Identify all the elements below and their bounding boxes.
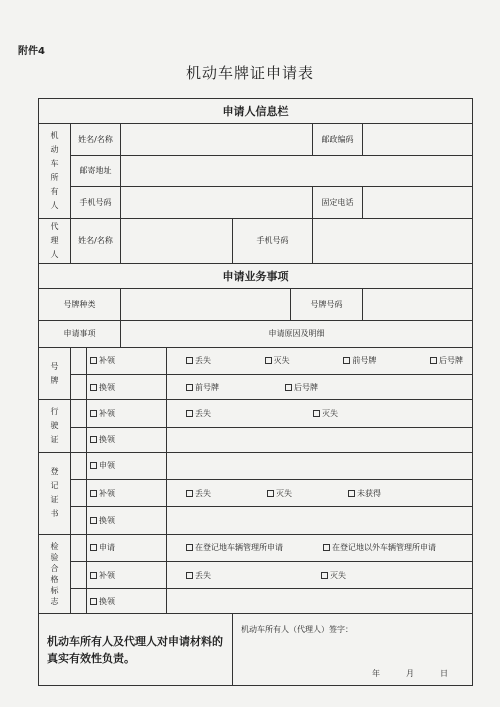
checkbox-icon[interactable] (90, 357, 97, 364)
matter-label: 申请事项 (39, 320, 121, 347)
date-line (372, 668, 448, 679)
landline-label: 固定电话 (313, 187, 363, 219)
plate-front-option[interactable]: 前号牌 (343, 355, 376, 366)
owner-name-label: 姓名/名称 (71, 124, 121, 156)
cert-apply-blank (167, 452, 473, 479)
address-field[interactable] (121, 155, 473, 187)
plate-number-label: 号牌号码 (291, 289, 363, 321)
inspection-replace-option[interactable]: 换领 (87, 589, 167, 614)
checkbox-icon[interactable] (90, 598, 97, 605)
plate-replace-options (167, 375, 473, 400)
plate-replace-checkbox[interactable] (71, 375, 87, 400)
postcode-label: 邮政编码 (313, 124, 363, 156)
agent-mobile-label: 手机号码 (233, 218, 313, 263)
checkbox-icon[interactable] (348, 490, 355, 497)
plate-section-label: 号 牌 (39, 347, 71, 399)
checkbox-icon[interactable] (267, 490, 274, 497)
inspection-reissue-checkbox[interactable] (71, 561, 87, 588)
plate-number-field[interactable] (363, 289, 473, 321)
business-items-heading: 申请业务事项 (39, 263, 473, 288)
checkbox-icon[interactable] (186, 384, 193, 391)
agent-name-label: 姓名/名称 (71, 218, 121, 263)
plate-replace-front-option[interactable]: 前号牌 (186, 382, 219, 393)
plate-lost-option[interactable]: 丢失 (186, 355, 211, 366)
license-replace-blank (167, 427, 473, 452)
plate-type-label: 号牌种类 (39, 289, 121, 321)
form-table (38, 98, 473, 686)
plate-reissue-option[interactable]: 补领 (87, 347, 167, 374)
checkbox-icon[interactable] (90, 410, 97, 417)
inspection-replace-checkbox[interactable] (71, 589, 87, 614)
page-title: 机动车牌证申请表 (185, 64, 314, 82)
cert-apply-option[interactable]: 申领 (87, 452, 167, 479)
inspection-reissue-option[interactable]: 补领 (87, 561, 167, 588)
owner-name-field[interactable] (121, 124, 313, 156)
agent-name-field[interactable] (121, 218, 233, 263)
license-reissue-option[interactable]: 补领 (87, 400, 167, 427)
signature-area[interactable] (233, 614, 473, 686)
cert-replace-blank (167, 507, 473, 534)
declaration-text: 机动车所有人及代理人对申请材料的真实有效性负责。 (39, 614, 233, 686)
license-reissue-options (167, 400, 473, 427)
owner-mobile-field[interactable] (121, 187, 313, 219)
license-replace-checkbox[interactable] (71, 427, 87, 452)
inspection-replace-blank (167, 589, 473, 614)
agent-mobile-field[interactable] (313, 218, 473, 263)
owner-label: 机 动 车 所 有 人 (39, 124, 71, 219)
inspection-reissue-options (167, 561, 473, 588)
cert-section-label: 登 记 证 书 (39, 452, 71, 534)
checkbox-icon[interactable] (186, 357, 193, 364)
checkbox-icon[interactable] (323, 544, 330, 551)
checkbox-icon[interactable] (90, 436, 97, 443)
plate-replace-rear-option[interactable]: 后号牌 (285, 382, 318, 393)
license-destroyed-option[interactable]: 灭失 (313, 408, 338, 419)
checkbox-icon[interactable] (430, 357, 437, 364)
checkbox-icon[interactable] (313, 410, 320, 417)
inspection-local-option[interactable]: 在登记地车辆管理所申请 (186, 542, 283, 553)
checkbox-icon[interactable] (186, 544, 193, 551)
checkbox-icon[interactable] (90, 572, 97, 579)
address-label: 邮寄地址 (71, 155, 121, 187)
checkbox-icon[interactable] (90, 544, 97, 551)
checkbox-icon[interactable] (343, 357, 350, 364)
inspection-apply-options (167, 534, 473, 561)
year-label: 年 (372, 669, 381, 678)
plate-type-field[interactable] (121, 289, 291, 321)
cert-lost-option[interactable]: 丢失 (186, 488, 211, 499)
inspection-section-label: 检 验 合 格 标 志 (39, 534, 71, 614)
checkbox-icon[interactable] (186, 572, 193, 579)
license-replace-option[interactable]: 换领 (87, 427, 167, 452)
checkbox-icon[interactable] (321, 572, 328, 579)
license-reissue-checkbox[interactable] (71, 400, 87, 427)
inspection-destroyed-option[interactable]: 灭失 (321, 570, 346, 581)
inspection-remote-option[interactable]: 在登记地以外车辆管理所申请 (323, 542, 436, 553)
plate-destroyed-option[interactable]: 灭失 (265, 355, 290, 366)
reason-label: 申请原因及明细 (121, 320, 473, 347)
checkbox-icon[interactable] (90, 384, 97, 391)
plate-rear-option[interactable]: 后号牌 (430, 355, 463, 366)
checkbox-icon[interactable] (90, 517, 97, 524)
attachment-label: 附件4 (18, 46, 45, 57)
checkbox-icon[interactable] (265, 357, 272, 364)
landline-field[interactable] (363, 187, 473, 219)
postcode-field[interactable] (363, 124, 473, 156)
inspection-apply-option[interactable]: 申请 (87, 534, 167, 561)
inspection-lost-option[interactable]: 丢失 (186, 570, 211, 581)
cert-reissue-option[interactable]: 补领 (87, 480, 167, 507)
plate-reissue-options (167, 347, 473, 374)
cert-replace-option[interactable]: 换领 (87, 507, 167, 534)
cert-not-obtained-option[interactable]: 未获得 (348, 488, 381, 499)
checkbox-icon[interactable] (285, 384, 292, 391)
cert-reissue-options (167, 480, 473, 507)
cert-reissue-checkbox[interactable] (71, 480, 87, 507)
owner-mobile-label: 手机号码 (71, 187, 121, 219)
checkbox-icon[interactable] (90, 490, 97, 497)
cert-destroyed-option[interactable]: 灭失 (267, 488, 292, 499)
checkbox-icon[interactable] (186, 490, 193, 497)
checkbox-icon[interactable] (90, 462, 97, 469)
month-label: 月 (406, 669, 415, 678)
inspection-apply-checkbox[interactable] (71, 534, 87, 561)
cert-replace-checkbox[interactable] (71, 507, 87, 534)
agent-label: 代 理 人 (39, 218, 71, 263)
license-section-label: 行 驶 证 (39, 400, 71, 452)
cert-apply-checkbox[interactable] (71, 452, 87, 479)
signature-label: 机动车所有人（代理人）签字： (241, 625, 353, 635)
plate-reissue-checkbox[interactable] (71, 347, 87, 374)
plate-replace-option[interactable]: 换领 (87, 375, 167, 400)
checkbox-icon[interactable] (186, 410, 193, 417)
day-label: 日 (440, 669, 449, 678)
applicant-info-heading: 申请人信息栏 (39, 99, 473, 124)
license-lost-option[interactable]: 丢失 (186, 408, 211, 419)
